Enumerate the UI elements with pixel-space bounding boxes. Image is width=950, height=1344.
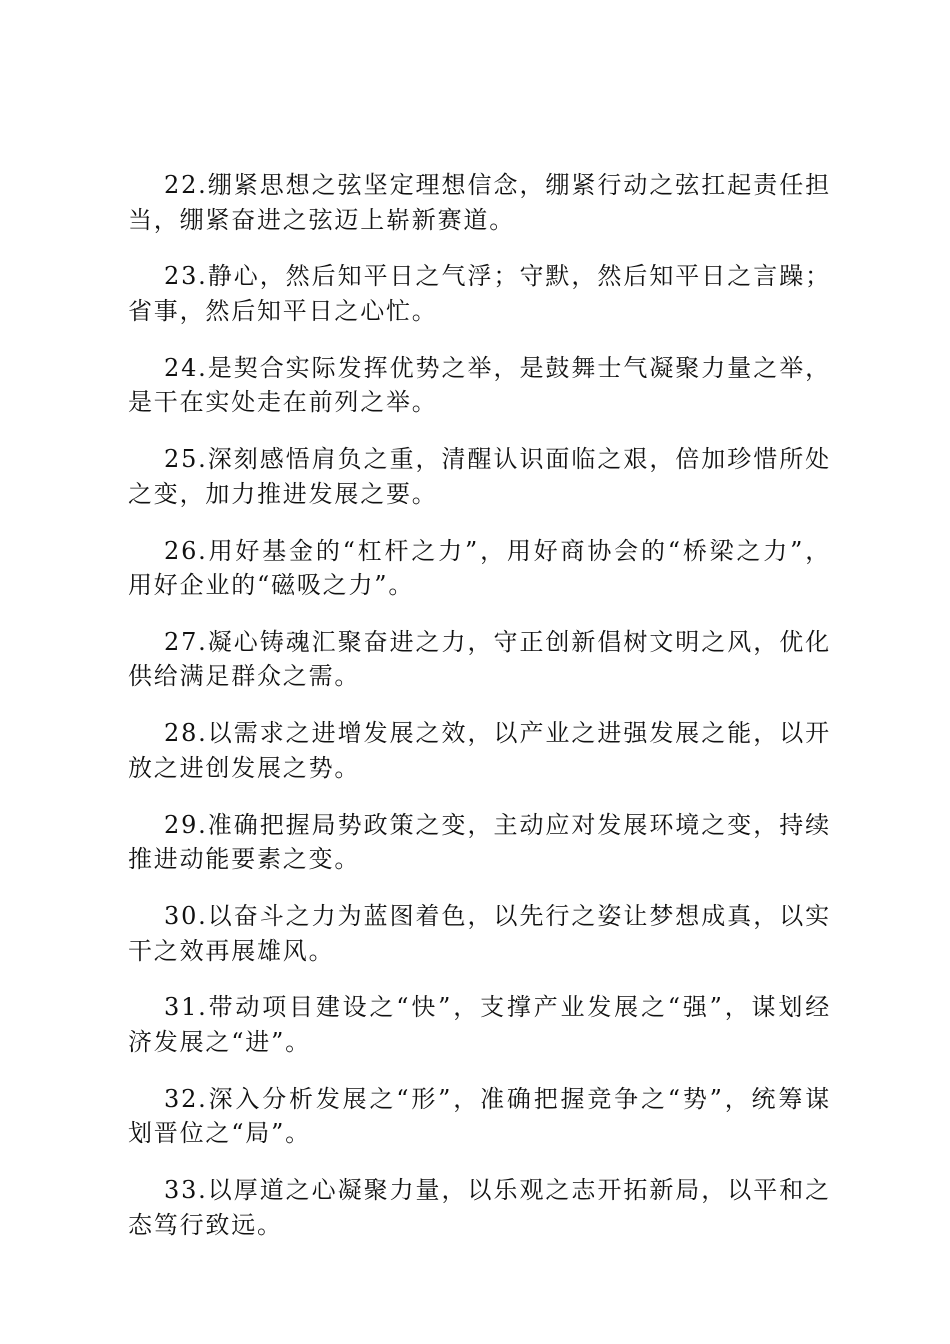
list-item: 28.以需求之进增发展之效，以产业之进强发展之能，以开放之进创发展之势。 [128,719,831,782]
list-item: 26.用好基金的“杠杆之力”，用好商协会的“桥梁之力”，用好企业的“磁吸之力”。 [128,536,831,600]
list-item: 27.凝心铸魂汇聚奋进之力，守正创新倡树文明之风，优化供给满足群众之需。 [128,627,831,691]
list-item: 33.以厚道之心凝聚力量，以乐观之志开拓新局，以平和之态笃行致远。 [128,1176,831,1239]
list-item: 30.以奋斗之力为蓝图着色，以先行之姿让梦想成真，以实干之效再展雄风。 [128,902,831,965]
list-item: 29.准确把握局势政策之变，主动应对发展环境之变，持续推进动能要素之变。 [128,810,831,874]
list-item: 32.深入分析发展之“形”，准确把握竞争之“势”，统筹谋划晋位之“局”。 [128,1084,831,1148]
list-item: 25.深刻感悟肩负之重，清醒认识面临之艰，倍加珍惜所处之变，加力推进发展之要。 [128,445,831,508]
list-item: 23.静心，然后知平日之气浮；守默，然后知平日之言躁；省事，然后知平日之心忙。 [128,262,831,325]
list-item: 22.绷紧思想之弦坚定理想信念，绷紧行动之弦扛起责任担当，绷紧奋进之弦迈上崭新赛道。 [128,171,831,234]
list-item: 24.是契合实际发挥优势之举，是鼓舞士气凝聚力量之举，是干在实处走在前列之举。 [128,353,831,417]
list-item: 31.带动项目建设之“快”，支撑产业发展之“强”，谋划经济发展之“进”。 [128,993,831,1056]
document-body [128,168,831,1265]
